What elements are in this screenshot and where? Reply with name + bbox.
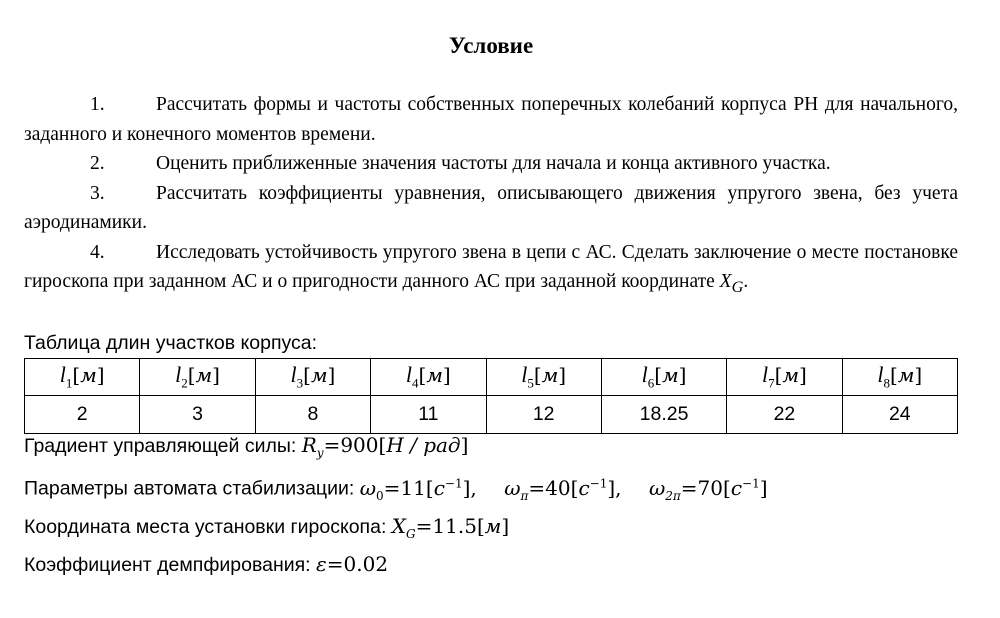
page-title: Условие (448, 33, 534, 58)
gradient-row (24, 430, 958, 468)
table-header-cell: $l_3[м]$ (255, 359, 370, 396)
stabilizer-label: Параметры автомата стабилизации: (24, 477, 355, 500)
table-cell: 22 (727, 396, 842, 434)
table-cell: 8 (255, 396, 370, 434)
gyro-formula: $X_G=11.5[м]$ (391, 513, 510, 541)
table-header-cell: $l_8[м]$ (842, 359, 957, 396)
stabilizer-row (24, 468, 958, 511)
gyro-label: Координата места установки гироскопа: (24, 515, 387, 538)
task-item-3 (24, 179, 958, 238)
task-text: Рассчитать коэффициенты уравнения, описывающего движения упругого звена, без учета аэродинамики. (24, 182, 958, 233)
task-number: 1. (90, 94, 105, 115)
task-item-1 (24, 90, 958, 149)
table-header-cell: $l_2[м]$ (140, 359, 255, 396)
damping-formula: ε=0.02 (316, 551, 389, 576)
table-cell: 18.25 (601, 396, 726, 434)
gradient-formula: $R_y=900[H / рад]$ (301, 433, 469, 460)
task-item-2 (24, 149, 958, 179)
table-cell: 12 (486, 396, 601, 434)
table-header-cell: $l_5[м]$ (486, 359, 601, 396)
table-header-cell: $l_6[м]$ (601, 359, 726, 396)
gyro-coordinate-symbol: $X_G$ (719, 271, 744, 296)
table-cell: 3 (140, 396, 255, 434)
task-list (24, 90, 958, 302)
damping-row (24, 549, 958, 580)
table-header-row (25, 359, 958, 396)
omega-0-formula: $\omega_0=11[c^{-1}]$, (359, 475, 477, 503)
omega-pi-formula: $\omega_\pi=40[c^{-1}]$, (504, 475, 622, 503)
task-text: Исследовать устойчивость упругого звена в цепи с АС. Сделать заключение о месте постановке гироскопа при заданном АС и о пригодности данного АС при заданной координате (24, 241, 958, 292)
table-cell: 24 (842, 396, 957, 434)
gyro-row (24, 511, 958, 549)
table-caption: Таблица длин участков корпуса: (24, 332, 318, 354)
task-text: Оценить приближенные значения частоты для начала и конца активного участка. (156, 153, 831, 174)
table-cell: 11 (371, 396, 486, 434)
table-cell: 2 (25, 396, 140, 434)
table-header-cell: $l_7[м]$ (727, 359, 842, 396)
task-text: Рассчитать формы и частоты собственных поперечных колебаний корпуса РН для начального, заданного и конечного моментов времени. (24, 94, 958, 145)
omega-2pi-formula: $\omega_{2\pi}=70[c^{-1}]$ (648, 475, 768, 503)
table-header-cell: $l_1[м]$ (25, 359, 140, 396)
parameters-block (24, 430, 958, 580)
table-values-row (25, 396, 958, 434)
task-item-4 (24, 238, 958, 303)
gradient-label: Градиент управляющей силы: (24, 435, 297, 457)
table-header-cell: $l_4[м]$ (371, 359, 486, 396)
task-number: 4. (90, 241, 105, 263)
task-tail: . (743, 271, 749, 292)
damping-label: Коэффициент демпфирования: (24, 553, 311, 576)
task-number: 3. (90, 182, 105, 204)
task-number: 2. (90, 153, 105, 174)
section-lengths-table (24, 358, 958, 434)
